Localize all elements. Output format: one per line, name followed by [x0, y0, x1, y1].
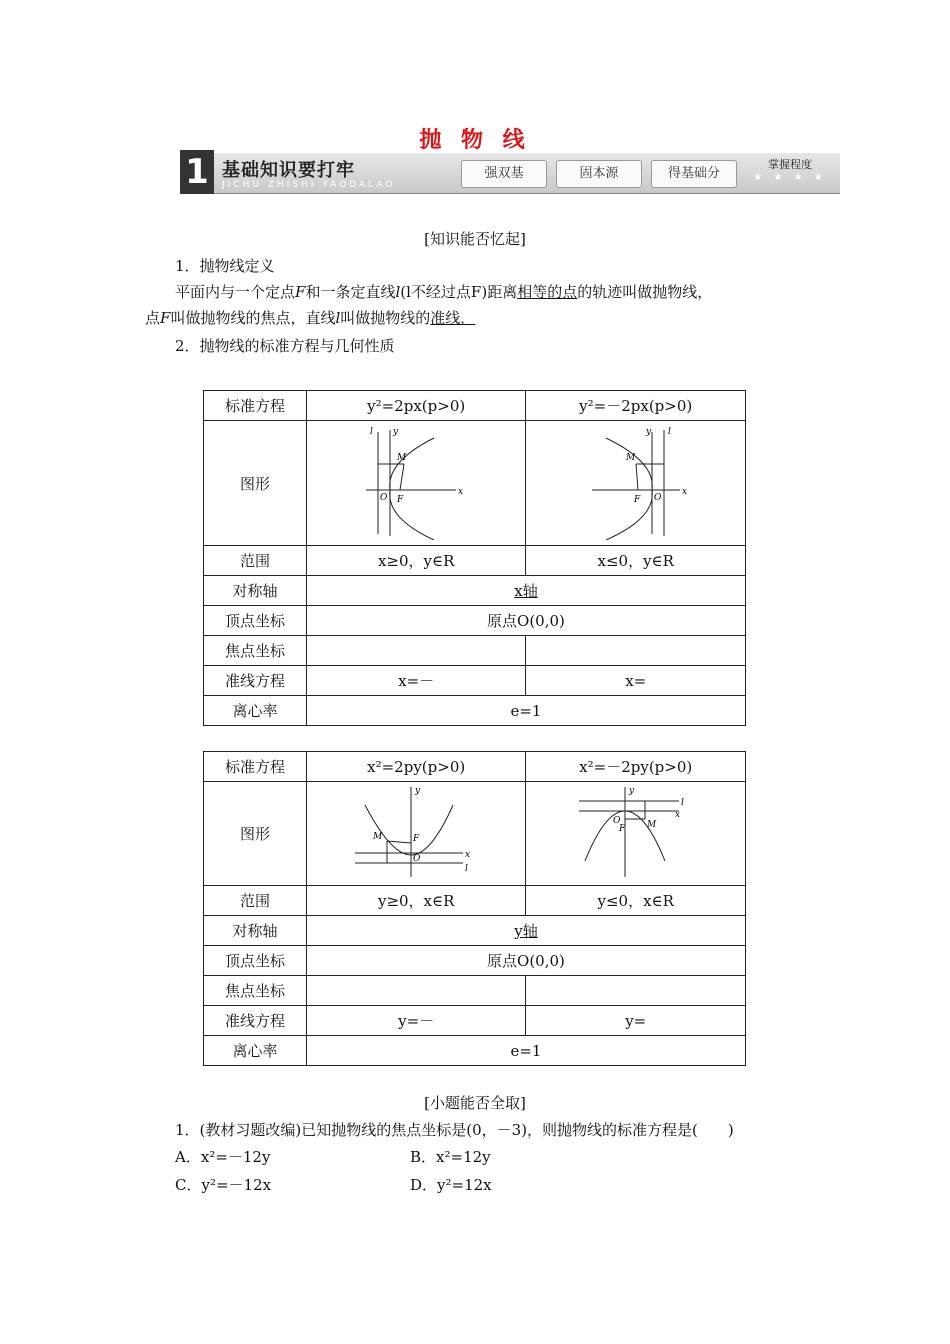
label-l: l: [465, 863, 469, 874]
cell-merged: e=1: [306, 1036, 745, 1066]
row-label: 离心率: [204, 696, 307, 726]
label-O: O: [653, 493, 662, 503]
tag-basic-score: 得基础分: [651, 160, 737, 188]
cell-merged: 原点O(0,0): [306, 606, 745, 636]
label-O: O: [413, 853, 421, 864]
label-F: F: [413, 833, 420, 844]
label-O: O: [380, 493, 388, 503]
row-label: 标准方程: [204, 391, 307, 421]
cell: x≤0，y∈R: [526, 546, 746, 576]
table-horizontal-parabola: [203, 390, 746, 726]
figure-down-opening: [526, 782, 746, 886]
answer-equal-points: 相等的点: [517, 283, 578, 301]
row-label: 对称轴: [204, 576, 307, 606]
cell-merged: e=1: [306, 696, 745, 726]
label-F: F: [618, 823, 625, 834]
row-label: 范围: [204, 546, 307, 576]
option-d: D．y²=12x: [410, 1176, 492, 1194]
cell-merged: 原点O(0,0): [306, 946, 745, 976]
parabola-graph: [351, 783, 481, 881]
row-label: 对称轴: [204, 916, 307, 946]
label-l: l: [370, 427, 374, 437]
cell: y²=－2px(p>0): [526, 391, 746, 421]
cell: y≥0，x∈R: [306, 886, 526, 916]
row-label: 焦点坐标: [204, 636, 307, 666]
grasp-label: 掌握程度: [768, 158, 812, 171]
row-label: 范围: [204, 886, 307, 916]
figure-up-opening: [306, 782, 526, 886]
definition-line2: 点F叫做抛物线的焦点，直线l叫做抛物线的准线．: [145, 309, 476, 327]
option-b: B．x²=12y: [410, 1148, 491, 1166]
label-y: y: [415, 785, 421, 796]
figure-left-opening: [526, 421, 746, 546]
cell: y≤0，x∈R: [526, 886, 746, 916]
row-label: 顶点坐标: [204, 946, 307, 976]
parabola-graph: [571, 783, 701, 881]
cell: x=: [526, 666, 746, 696]
figure-right-opening: [306, 421, 526, 546]
cell: y=: [526, 1006, 746, 1036]
label-x: x: [674, 809, 680, 820]
section1-header: [知识能否忆起]: [424, 230, 526, 248]
label-l: l: [680, 797, 684, 808]
cell: [526, 636, 746, 666]
cell: x²=－2py(p>0): [526, 752, 746, 782]
item1-title: 1．抛物线定义: [175, 257, 275, 275]
cell-merged: x轴: [306, 576, 745, 606]
row-label: 顶点坐标: [204, 606, 307, 636]
label-y: y: [628, 785, 634, 796]
label-x: x: [681, 487, 687, 497]
answer-directrix: 准线．: [430, 309, 476, 327]
section-number: 1: [180, 150, 214, 194]
grasp-stars: ★ ★ ★ ★: [753, 172, 827, 183]
banner-heading: 基础知识要打牢: [222, 160, 355, 181]
parabola-graph: [356, 422, 476, 540]
label-M: M: [646, 819, 656, 830]
label-M: M: [397, 453, 407, 463]
row-label: 图形: [204, 782, 307, 886]
parabola-graph: [576, 422, 696, 540]
row-label: 离心率: [204, 1036, 307, 1066]
row-label: 标准方程: [204, 752, 307, 782]
cell: [306, 976, 526, 1006]
label-x: x: [465, 849, 471, 860]
item2-title: 2．抛物线的标准方程与几何性质: [175, 337, 395, 355]
cell: [526, 976, 746, 1006]
label-F: F: [397, 495, 404, 505]
label-y: y: [645, 427, 651, 437]
label-x: x: [458, 487, 464, 497]
table-vertical-parabola: [203, 751, 746, 1066]
row-label: 焦点坐标: [204, 976, 307, 1006]
question-1: 1．(教材习题改编)已知抛物线的焦点坐标是(0，－3)，则抛物线的标准方程是( ): [175, 1121, 734, 1139]
row-label: 准线方程: [204, 666, 307, 696]
page-title: 抛 物 线: [419, 127, 531, 153]
label-y: y: [393, 427, 399, 437]
label-F: F: [633, 495, 640, 505]
banner-pinyin: JICHU ZHISHI YAODALAO: [222, 180, 396, 190]
cell: x≥0，y∈R: [306, 546, 526, 576]
row-label: 准线方程: [204, 1006, 307, 1036]
label-M: M: [625, 453, 635, 463]
option-c: C．y²=－12x: [175, 1176, 272, 1194]
label-l: l: [667, 427, 671, 437]
tag-strengthen: 强双基: [461, 160, 547, 188]
cell: x=－: [306, 666, 526, 696]
grasp-level: [745, 156, 835, 192]
cell: x²=2py(p>0): [306, 752, 526, 782]
cell: y²=2px(p>0): [306, 391, 526, 421]
label-O: O: [612, 815, 621, 826]
definition-line1: 平面内与一个定点F和一条定直线l(l不经过点F)距离相等的点的轨迹叫做抛物线，: [175, 283, 713, 301]
tag-foundation: 固本源: [556, 160, 642, 188]
section2-header: [小题能否全取]: [424, 1094, 526, 1112]
cell-merged: y轴: [306, 916, 745, 946]
label-M: M: [373, 831, 383, 842]
option-a: A．x²=－12y: [175, 1148, 271, 1166]
row-label: 图形: [204, 421, 307, 546]
cell: [306, 636, 526, 666]
cell: y=－: [306, 1006, 526, 1036]
